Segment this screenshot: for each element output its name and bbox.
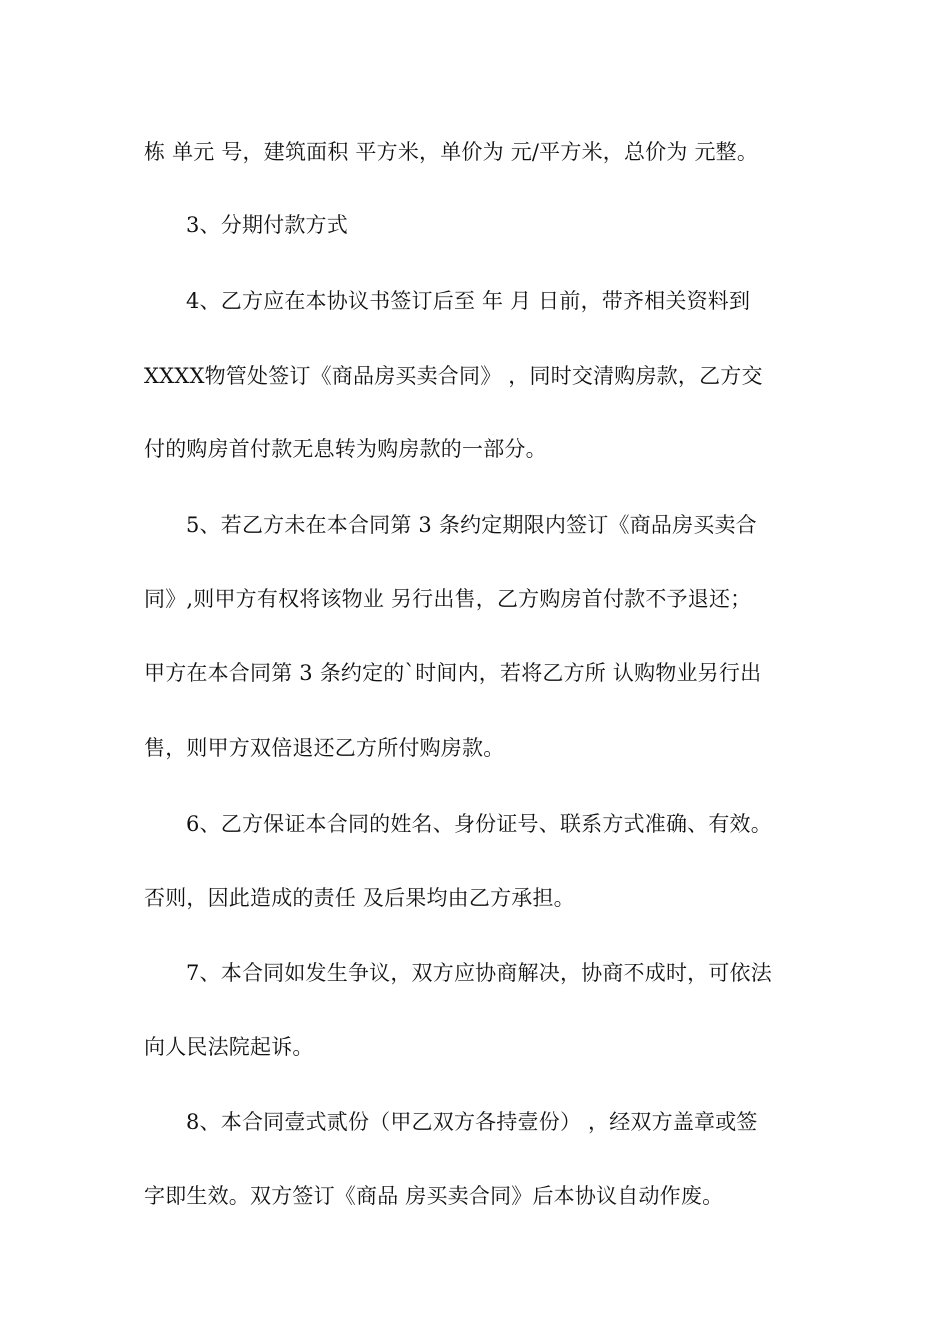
text-line: 字即生效。双方签订《商品 房买卖合同》后本协议自动作废。 (144, 1184, 724, 1208)
text-line: 甲方在本合同第 3 条约定的`时间内，若将乙方所 认购物业另行出 (144, 661, 762, 685)
text-line: 8、本合同壹式贰份（甲乙双方各持壹份） ，经双方盖章或签 (186, 1110, 758, 1134)
text-line: 同》,则甲方有权将该物业 另行出售，乙方购房首付款不予退还； (144, 587, 752, 611)
text-line: 3、分期付款方式 (186, 213, 348, 237)
text-line: 5、若乙方未在本合同第 3 条约定期限内签订《商品房买卖合 (186, 513, 757, 537)
text-line: XXXX物管处签订《商品房买卖合同》 ，同时交清购房款，乙方交 (144, 364, 763, 388)
text-line: 向人民法院起诉。 (144, 1035, 314, 1059)
text-line: 付的购房首付款无息转为购房款的一部分。 (144, 437, 547, 461)
text-line: 栋 单元 号，建筑面积 平方米，单价为 元/平方米，总价为 元整。 (144, 140, 759, 164)
text-line: 7、本合同如发生争议，双方应协商解决，协商不成时，可依法 (186, 961, 772, 985)
text-line: 4、乙方应在本协议书签订后至 年 月 日前，带齐相关资料到 (186, 289, 751, 313)
text-line: 6、乙方保证本合同的姓名、身份证号、联系方式准确、有效。 (186, 812, 772, 836)
text-line: 否则，因此造成的责任 及后果均由乙方承担。 (144, 886, 575, 910)
text-line: 售，则甲方双倍退还乙方所付购房款。 (144, 736, 505, 760)
